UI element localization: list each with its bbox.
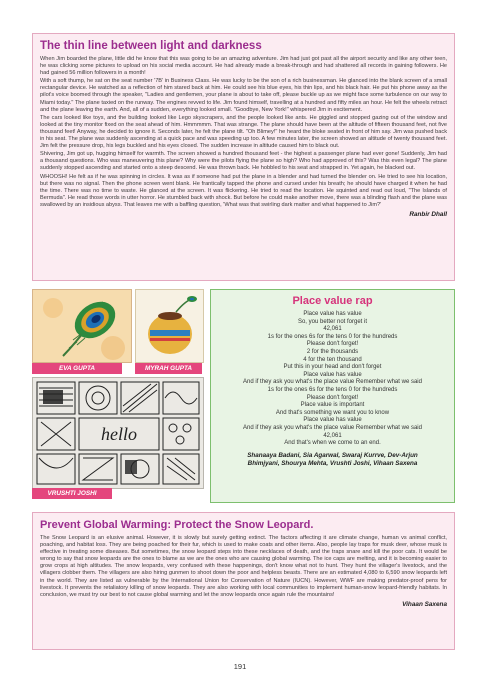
rap-line: And if they ask you what's the place value Remember what we said bbox=[243, 379, 422, 386]
rap-authors-line: Shanaaya Badani, Sia Agarwal, Swaraj Kurrve, Dev-Arjun bbox=[247, 451, 418, 459]
rap-line: Place value has value bbox=[303, 311, 362, 317]
story-paragraph: The cars looked like toys, and the building looked like Lego skyscrapers, and the people looked like ants. He giggled and stopped gazing out of the window and looked at the tiny monitor fixed on the seat ahead of him. Hmmmmm. That was strange. The plane should have been at the altitude of fifteen thousand feet, not five thousand feet! Anyway, he decided to ignore it. Seconds later, he felt the plane tilt. "Oh Blimey!" he heard the bloke seated in front of him say. Jim was pushed back in his seat. The plane was suddenly ascending at a quick pace and was speeding up too. A few minutes later, the screen showed an altitude of twenty thousand feet. Jim felt the pressure drop, his legs buckled and his eyes closed. The sudden increase in altitude caused him to black out. bbox=[40, 114, 447, 150]
story-title: The thin line between light and darkness bbox=[40, 40, 262, 52]
leopard-author: Vihaan Saxena bbox=[402, 600, 447, 608]
rap-authors bbox=[217, 452, 448, 468]
rap-line: And if they ask you what's the place value Remember what we said bbox=[243, 424, 422, 431]
artwork-hello-text: hello bbox=[101, 424, 137, 444]
rap-line: Place value is important bbox=[300, 402, 365, 409]
leopard-article-box bbox=[32, 512, 455, 650]
artist-caption: VRUSHTI JOSHI bbox=[32, 488, 112, 499]
rap-poem-box bbox=[210, 289, 455, 503]
page-number: 191 bbox=[233, 662, 247, 671]
rap-line: Place value has value bbox=[303, 417, 362, 424]
artwork-panel bbox=[32, 289, 202, 503]
rap-line: 1s for the ones 6s for the tens 0 for the hundreds bbox=[267, 333, 398, 340]
rap-line: 2 for the thousands bbox=[306, 348, 359, 355]
artwork-zentangle bbox=[32, 377, 204, 489]
rap-authors-line: Bhimjyani, Shourya Mehta, Vrushti Joshi, Vihaan Saxena bbox=[247, 459, 418, 467]
rap-line: 42,061 bbox=[323, 432, 342, 439]
artwork-peacock-feather bbox=[32, 289, 132, 363]
rap-line: Please don't forget! bbox=[306, 394, 359, 401]
story-paragraph: With a soft thump, he sat on the seat number '7B' in Business Class. He was lucky to be the son of a rich businessman. He glanced into the blank screen of a small rectangular device. He watched as a reflection of him stared back at him. He could see his blue eyes, his thin lips, and his black hair. He put his phone away as the pilot's voice boomed through the speaker, "Ladies and gentlemen, your plane is about to take off, please buckle up as we might face some turbulence on our way to Miami today." The plane taxied on the runway. The engines revved to life. Jim found himself, travelling at a hundred and fifty miles an hour. He felt the wheels retract and the plane leaving the earth. And, all of a sudden, everything looked small. "Goodbye, New York!" whispered Jim in excitement. bbox=[40, 78, 447, 113]
rap-line: 4 for the ten thousand bbox=[303, 356, 362, 363]
artist-caption: EVA GUPTA bbox=[32, 363, 122, 374]
rap-line: And that's when we come to an end. bbox=[284, 440, 381, 447]
story-author: Ranbir Dhall bbox=[409, 210, 447, 218]
rap-title: Place value rap bbox=[292, 295, 373, 307]
rap-line: Place value has value bbox=[303, 371, 362, 378]
rap-line: 1s for the ones 6s for the tens 0 for the hundreds bbox=[267, 386, 398, 393]
story-paragraph: WHOOSH! He felt as if he was spinning in circles. It was as if someone had put the plane in a blender and had turned the blender on. He tried to see his location, but there was no signal. Then the phone screen went blank. He frantically tapped the phone and cursed under his breath; he should have charged it when he had the time. There was no time to waste. He glanced at the screen. It was flickering. He tried to read the location. He squinted and read out loud, "The Islands of Bermuda". He read those words in utter horror. He stumbled back with shock. But before he could make another move, there was a blinding flash and the plane was swallowed by an insidious abyss. That leaves me with a baffling question, 'What was that swirling dark matter and what happened to Jim?' bbox=[40, 173, 447, 208]
story-paragraph: When Jim boarded the plane, little did he know that this was going to be an amazing adventure. Jim had just got past all the airport security and like any other teen, he was clicking some pictures to upload on his social media account. He had already made a break-through and had shattered all records in gaining followers. He had gained 56 million followers in a month! bbox=[40, 56, 447, 77]
rap-line: So, you better not forget it bbox=[297, 318, 368, 325]
story-paragraph: Shivering, Jim got up, hugging himself for warmth. The screen showed a hundred thousand feet - the highest a passenger plane had ever gone! Suddenly, Jim had a thousand questions. Who was maneuvering this plane? Why were the pilots flying the plane so high? Who had approved of this? Was this even legal? The plane suddenly stopped ascending and started onto a steep descend. He was thrown back. He hobbled to his seat and strapped in. Yet again, he blacked out. bbox=[40, 151, 447, 172]
rap-line: Please don't forget! bbox=[306, 341, 359, 348]
story-box bbox=[32, 33, 455, 281]
rap-line: And that's something we want you to know bbox=[275, 409, 390, 416]
rap-lines bbox=[217, 311, 448, 448]
artwork-pot bbox=[135, 289, 204, 363]
rap-line: Put this in your head and don't forget bbox=[283, 364, 382, 371]
artist-caption: MYRAH GUPTA bbox=[135, 363, 202, 374]
leopard-body: The Snow Leopard is an elusive animal. However, it is slowly but surely getting extinct. The factors affecting it are climate change, human vs animal conflict, poaching, and habitat loss. They are being poached for their fur, which is used to make coats and other items. Also, people lay traps for musk deer, whose musk is effective in treating some diseases. But sometimes, the snow leopard steps into these necklaces of death, and the traps snare and kill the poor cats. It would be wrong to say that snow leopards are the ones to blame as we are the ones who are causing global warming. The ice caps are melting, and it is becoming easier to grow crops at high altitudes. The snow leopards, very confused with these happenings, don't know what not to hunt. They hunt the villager's livestock, and the villagers clobber them. The villagers are also hiring gunmen to shoot down the poor and helpless beasts. There are an estimated 4,080 to 6,590 snow leopards left in the world. They are listed as vulnerable by the International Union for Conservation of Nature (IUCN). However, WWF are making predator-proof pens for livestock. It prevents the retaliatory killing of snow leopards. They are also working with local communities to implement human-snow leopard-friendly habitats. In conclusion, we must try our best to not cause global warming and let the snow leopards once again rule the mountains! bbox=[40, 535, 447, 598]
leopard-title: Prevent Global Warming: Protect the Snow Leopard. bbox=[40, 519, 314, 531]
rap-line: 42,061 bbox=[323, 326, 342, 333]
